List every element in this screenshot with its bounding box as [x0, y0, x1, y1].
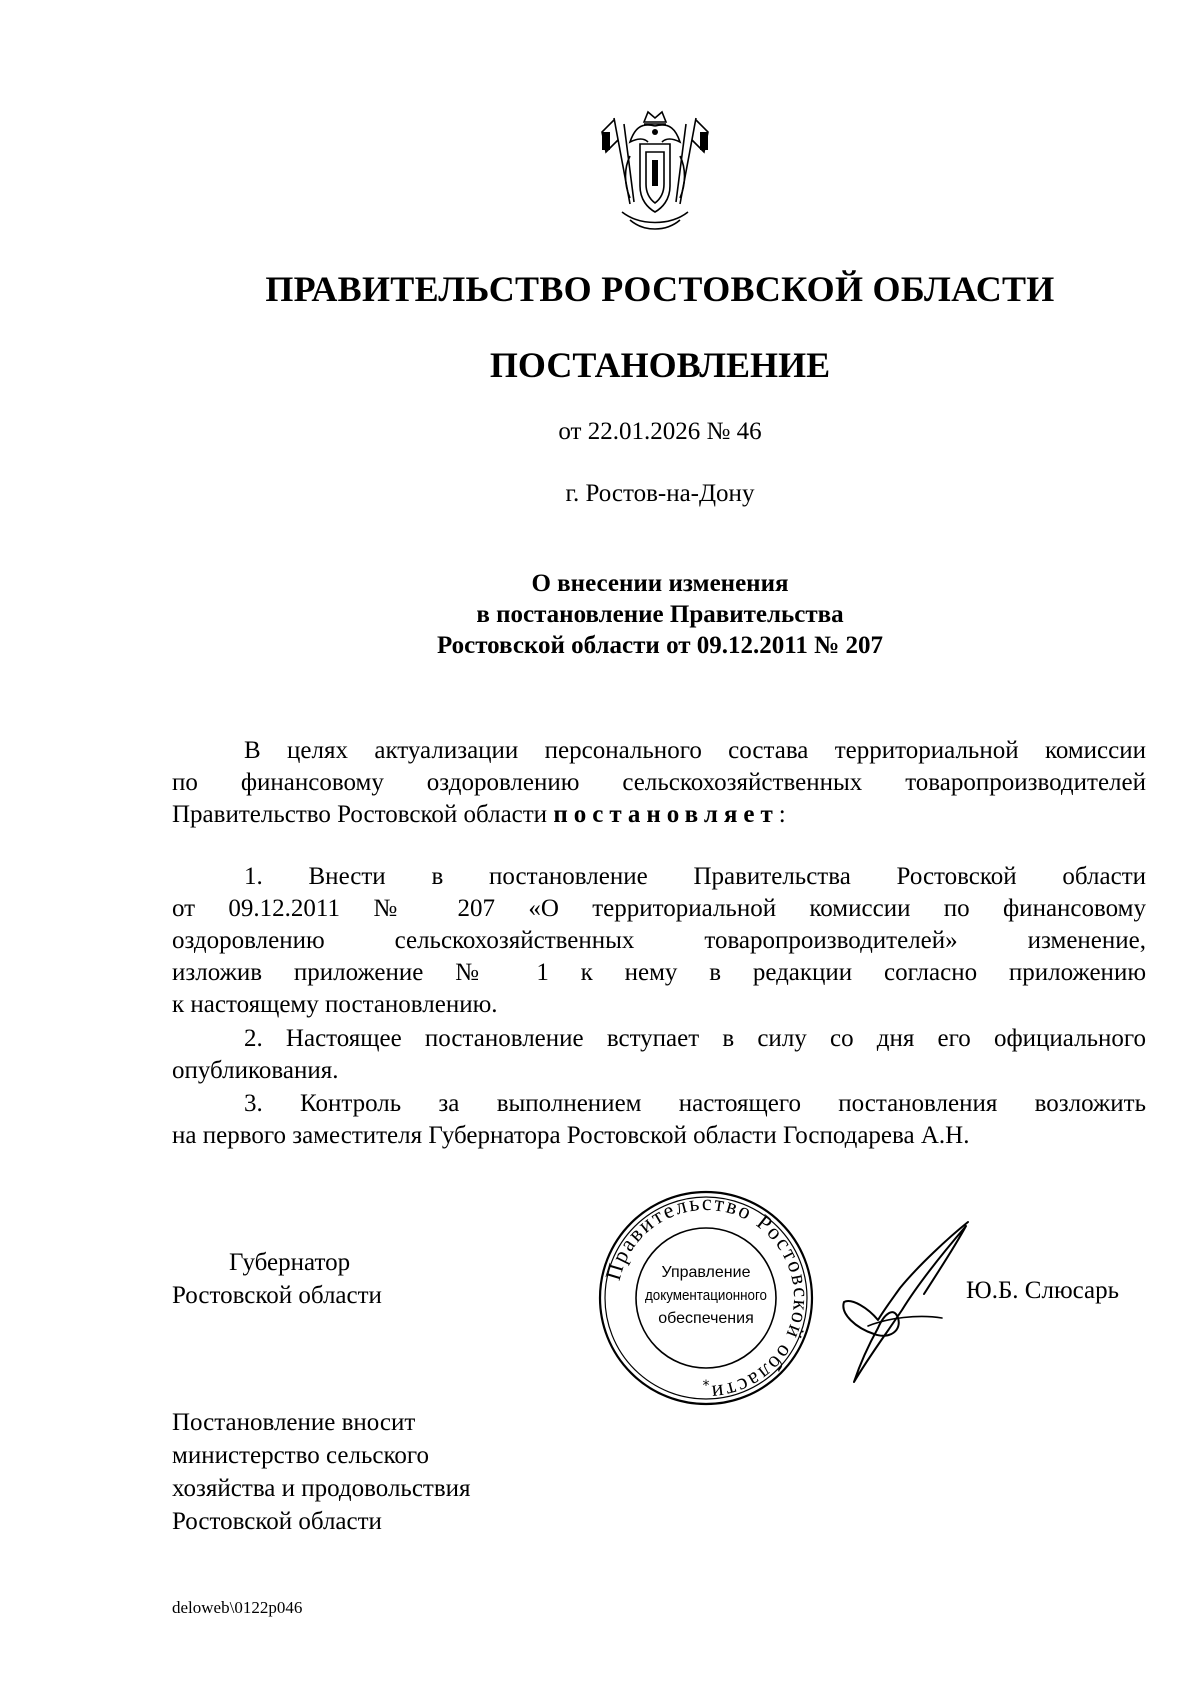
- text-line: от 09.12.2011 № 207 «О территориальной комиссии по финансовому: [172, 895, 1146, 922]
- document-city: г. Ростов-на-Дону: [565, 480, 755, 507]
- seal-inner-line: Управление: [661, 1264, 751, 1281]
- submitter-line: хозяйства и продовольствия: [172, 1475, 471, 1502]
- text-line: 3. Контроль за выполнением настоящего постановления возложить: [244, 1090, 1146, 1117]
- submitter-line: Ростовской области: [172, 1508, 382, 1535]
- text-span: :: [778, 801, 786, 828]
- preamble-paragraph: [172, 735, 1146, 831]
- coat-of-arms-icon: [600, 108, 710, 236]
- document-code: deloweb\0122p046: [172, 1598, 303, 1617]
- subject-line: О внесении изменения: [531, 570, 789, 597]
- text-line: на первого заместителя Губернатора Ростовской области Господарева А.Н.: [172, 1122, 970, 1149]
- text-line: В целях актуализации персонального состава территориальной комиссии: [244, 737, 1146, 764]
- text-line: 2. Настоящее постановление вступает в силу со дня его официального: [244, 1025, 1146, 1052]
- subject-line: в постановление Правительства: [476, 601, 844, 628]
- item-1-paragraph: [172, 861, 1146, 1021]
- text-line: изложив приложение № 1 к нему в редакции согласно приложению: [172, 959, 1146, 986]
- position-line: Губернатор: [229, 1249, 351, 1276]
- signer-name: Ю.Б. Слюсарь: [966, 1277, 1120, 1304]
- text-line: 1. Внести в постановление Правительства Ростовской области: [244, 863, 1146, 890]
- item-3-paragraph: [172, 1088, 1146, 1152]
- seal-inner-line: документационного: [645, 1287, 767, 1304]
- submitter-line: Постановление вносит: [172, 1409, 416, 1436]
- text-line: [172, 799, 1146, 831]
- text-line: к настоящему постановлению.: [172, 991, 498, 1018]
- seal-inner-line: обеспечения: [658, 1310, 754, 1327]
- government-title: ПРАВИТЕЛЬСТВО РОСТОВСКОЙ ОБЛАСТИ: [265, 269, 1055, 309]
- document-subject: [0, 568, 1200, 661]
- signatory-position: [172, 1246, 382, 1312]
- text-line: по финансовому оздоровлению сельскохозяйственных товаропроизводителей: [172, 769, 1146, 796]
- official-seal-stamp: [596, 1188, 816, 1408]
- text-span: Правительство Ростовской области: [172, 801, 554, 828]
- item-2-paragraph: [172, 1023, 1146, 1087]
- submitter-block: [172, 1406, 471, 1538]
- decree-word: постановляет: [553, 801, 779, 828]
- seal-star-icon: *: [702, 1378, 710, 1394]
- submitter-line: министерство сельского: [172, 1442, 429, 1469]
- document-type-title: ПОСТАНОВЛЕНИЕ: [489, 345, 831, 385]
- position-line: Ростовской области: [172, 1282, 382, 1309]
- handwritten-signature: [838, 1218, 976, 1386]
- seal-outer-text: Правительство Ростовской области: [599, 1189, 815, 1407]
- subject-line: Ростовской области от 09.12.2011 № 207: [436, 632, 884, 659]
- text-line: оздоровлению сельскохозяйственных товаропроизводителей» изменение,: [172, 927, 1146, 954]
- document-date-number: от 22.01.2026 № 46: [558, 418, 762, 445]
- text-line: опубликования.: [172, 1057, 339, 1084]
